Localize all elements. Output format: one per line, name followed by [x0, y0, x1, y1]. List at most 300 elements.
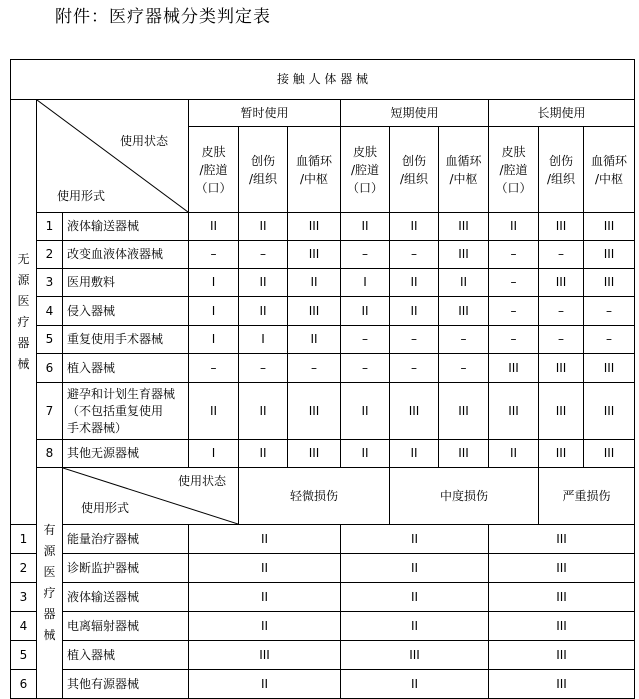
classification-table — [10, 59, 635, 699]
class-value: II — [259, 403, 267, 418]
row-number — [37, 440, 63, 468]
row-number — [37, 269, 63, 297]
table-row — [11, 354, 635, 383]
class-value: III — [555, 403, 567, 418]
class-cell — [239, 269, 288, 297]
sub-header-line: 皮肤 — [201, 144, 226, 159]
class-value: II — [509, 446, 518, 460]
sub-header-line: 血循环 — [445, 153, 482, 168]
table-row — [11, 440, 635, 468]
class-cell — [489, 326, 539, 354]
class-value: – — [210, 247, 217, 261]
injury-level-label: 中度损伤 — [439, 488, 488, 503]
sub-header-line: /腔道 — [499, 162, 528, 177]
top-header-text: 接 触 人 体 器 械 — [276, 72, 369, 86]
row-name-text: 植入器械 — [67, 647, 116, 662]
row-name-line: 植入器械 — [67, 360, 116, 375]
class-value: III — [458, 303, 469, 318]
row-number-text: 5 — [45, 332, 54, 346]
class-cell — [439, 241, 489, 269]
class-cell — [341, 297, 390, 326]
row-number — [11, 583, 37, 612]
sub-header-line: 创伤 — [401, 153, 426, 168]
class-cell — [341, 641, 489, 670]
class-value: II — [410, 560, 419, 575]
class-cell — [489, 440, 539, 468]
class-cell — [584, 297, 635, 326]
class-cell — [288, 440, 341, 468]
class-value: I — [211, 332, 216, 346]
class-value: – — [510, 303, 517, 318]
class-value: II — [410, 676, 419, 691]
active-group-label — [37, 468, 63, 699]
group-char: 疗 — [17, 315, 30, 329]
class-cell — [341, 354, 390, 383]
class-value: III — [308, 303, 320, 318]
class-value: III — [556, 560, 567, 575]
class-value: – — [510, 332, 517, 346]
class-cell — [489, 241, 539, 269]
group-char: 无 — [17, 252, 30, 266]
device-name — [63, 213, 189, 241]
injury-level-header — [390, 468, 539, 525]
class-value: III — [508, 403, 519, 418]
class-cell — [288, 213, 341, 241]
class-cell — [489, 383, 539, 440]
contact-site-header — [539, 127, 584, 213]
class-value: III — [409, 647, 420, 662]
class-value: II — [361, 403, 369, 418]
class-value: – — [460, 332, 467, 346]
class-value: III — [603, 219, 615, 233]
class-value: III — [458, 247, 469, 261]
class-value: – — [558, 303, 564, 318]
class-value: III — [603, 360, 615, 375]
class-value: – — [260, 360, 266, 375]
class-value: III — [603, 446, 615, 460]
group-char: 疗 — [43, 586, 56, 600]
table-row — [11, 241, 635, 269]
row-number-text: 6 — [19, 676, 28, 691]
class-value: II — [259, 446, 267, 460]
class-cell — [489, 213, 539, 241]
row-name-line: 改变血液体液器械 — [67, 247, 164, 261]
contact-site-header — [189, 127, 239, 213]
class-cell — [341, 554, 489, 583]
group-char: 器 — [17, 336, 30, 350]
class-cell — [341, 241, 390, 269]
sub-header-line: （口） — [195, 180, 232, 195]
duration-group-label: 短期使用 — [390, 105, 439, 120]
passive-group-label — [11, 100, 37, 525]
class-cell — [239, 354, 288, 383]
class-value: II — [410, 531, 419, 546]
row-number-text: 1 — [45, 219, 54, 233]
row-number — [37, 213, 63, 241]
row-number-text: 1 — [19, 531, 28, 546]
sub-header-line: /组织 — [399, 171, 429, 186]
row-name-text: 能量治疗器械 — [67, 531, 140, 546]
class-cell — [489, 612, 635, 641]
row-name-line: 侵入器械 — [67, 303, 116, 318]
class-cell — [189, 525, 341, 554]
table-row — [11, 297, 635, 326]
top-header — [11, 60, 635, 100]
group-char: 源 — [43, 544, 56, 558]
contact-site-header — [390, 127, 439, 213]
class-cell — [489, 583, 635, 612]
class-value: II — [459, 275, 468, 289]
sub-header-line: 血循环 — [590, 153, 627, 168]
row-name-line: 液体输送器械 — [67, 219, 140, 233]
class-value: III — [556, 531, 567, 546]
row-number — [37, 354, 63, 383]
device-name — [63, 297, 189, 326]
contact-site-header — [489, 127, 539, 213]
class-cell — [341, 612, 489, 641]
sub-header-line: /中枢 — [299, 171, 329, 186]
class-value: II — [410, 618, 419, 633]
class-cell — [390, 241, 439, 269]
row-number-text: 3 — [45, 275, 54, 289]
row-name-text: 液体输送器械 — [67, 589, 140, 604]
sub-header-line: /组织 — [546, 171, 576, 186]
class-value: II — [260, 560, 269, 575]
class-cell — [489, 641, 635, 670]
class-value: II — [410, 303, 418, 318]
class-value: II — [410, 275, 418, 289]
class-cell — [341, 383, 390, 440]
class-value: – — [362, 360, 368, 375]
device-name — [63, 525, 189, 554]
row-number-text: 4 — [19, 618, 28, 633]
class-cell — [539, 383, 584, 440]
table-row — [11, 612, 635, 641]
device-name — [63, 269, 189, 297]
class-cell — [288, 354, 341, 383]
class-value: – — [606, 303, 612, 318]
sub-header-line: 血循环 — [295, 153, 332, 168]
class-cell — [239, 326, 288, 354]
row-number — [37, 297, 63, 326]
class-cell — [539, 269, 584, 297]
device-name — [63, 641, 189, 670]
class-value: II — [260, 589, 269, 604]
class-value: – — [210, 360, 217, 375]
group-char: 源 — [17, 273, 30, 287]
row-number-text: 6 — [45, 360, 54, 375]
sub-header-line: /中枢 — [449, 171, 478, 186]
class-cell — [189, 241, 239, 269]
class-cell — [539, 440, 584, 468]
class-cell — [189, 670, 341, 699]
class-cell — [341, 213, 390, 241]
row-number — [37, 326, 63, 354]
group-char: 械 — [43, 628, 56, 642]
class-value: III — [458, 219, 469, 233]
class-cell — [489, 297, 539, 326]
group-char: 器 — [43, 607, 56, 621]
diag-lower-label: 使用形式 — [81, 501, 130, 515]
row-name-line: 避孕和计划生育器械 — [67, 386, 176, 401]
class-value: I — [211, 303, 216, 318]
class-value: II — [410, 219, 418, 233]
class-value: III — [555, 446, 567, 460]
class-value: III — [555, 219, 567, 233]
class-cell — [341, 269, 390, 297]
class-cell — [539, 297, 584, 326]
class-cell — [288, 241, 341, 269]
class-cell — [341, 525, 489, 554]
class-value: – — [606, 332, 612, 346]
class-cell — [341, 440, 390, 468]
device-name — [63, 326, 189, 354]
row-number-text: 7 — [45, 403, 54, 418]
class-value: – — [411, 360, 417, 375]
contact-site-header — [341, 127, 390, 213]
class-value: III — [508, 360, 519, 375]
class-value: – — [510, 247, 517, 261]
row-number — [11, 554, 37, 583]
class-cell — [288, 297, 341, 326]
class-cell — [539, 241, 584, 269]
group-char: 有 — [43, 523, 56, 537]
table-row — [11, 554, 635, 583]
class-cell — [390, 269, 439, 297]
sub-header-line: /腔道 — [350, 162, 380, 177]
row-number-text: 8 — [45, 446, 54, 460]
table-row — [11, 641, 635, 670]
injury-level-header — [239, 468, 390, 525]
class-cell — [439, 383, 489, 440]
device-name — [63, 554, 189, 583]
row-number-text: 4 — [45, 303, 54, 318]
class-cell — [390, 297, 439, 326]
duration-group-header — [189, 100, 341, 127]
row-number — [37, 241, 63, 269]
class-value: III — [556, 676, 567, 691]
class-cell — [439, 440, 489, 468]
class-cell — [239, 241, 288, 269]
class-cell — [390, 326, 439, 354]
class-value: – — [510, 275, 517, 289]
diagonal-header-active — [63, 468, 239, 525]
class-cell — [489, 354, 539, 383]
sub-header-line: /腔道 — [199, 162, 228, 177]
class-value: II — [260, 618, 269, 633]
class-cell — [189, 354, 239, 383]
sub-header-line: （口） — [346, 180, 383, 195]
class-cell — [489, 670, 635, 699]
class-cell — [288, 326, 341, 354]
duration-group-label: 长期使用 — [537, 105, 586, 120]
class-cell — [189, 269, 239, 297]
class-value: III — [308, 403, 320, 418]
duration-group-header — [489, 100, 635, 127]
class-value: I — [211, 275, 216, 289]
class-value: II — [209, 403, 218, 418]
row-name-text: 其他有源器械 — [67, 676, 140, 691]
class-value: III — [308, 446, 320, 460]
class-cell — [539, 326, 584, 354]
diag-lower-label: 使用形式 — [57, 189, 106, 203]
row-number-text: 2 — [19, 560, 28, 575]
class-value: III — [603, 247, 615, 261]
class-cell — [439, 213, 489, 241]
class-cell — [584, 269, 635, 297]
class-cell — [341, 670, 489, 699]
class-value: II — [361, 219, 369, 233]
row-name-text: 电离辐射器械 — [67, 618, 140, 633]
row-name-line: 医用敷料 — [67, 275, 116, 289]
class-value: III — [458, 446, 469, 460]
row-number — [11, 670, 37, 699]
row-name-text: 诊断监护器械 — [67, 560, 140, 575]
class-value: – — [362, 332, 368, 346]
class-cell — [390, 440, 439, 468]
class-value: III — [555, 360, 567, 375]
class-value: III — [556, 647, 567, 662]
duration-group-header — [341, 100, 489, 127]
class-cell — [439, 269, 489, 297]
class-cell — [189, 297, 239, 326]
class-cell — [539, 354, 584, 383]
injury-level-header — [539, 468, 635, 525]
class-value: – — [411, 332, 417, 346]
sub-header-line: 皮肤 — [501, 144, 526, 159]
class-value: II — [259, 275, 267, 289]
class-value: II — [361, 446, 369, 460]
duration-group-label: 暂时使用 — [240, 105, 289, 120]
class-value: III — [556, 618, 567, 633]
group-char: 械 — [17, 357, 30, 371]
class-value: III — [259, 647, 270, 662]
class-cell — [390, 213, 439, 241]
class-cell — [288, 383, 341, 440]
class-value: II — [260, 676, 269, 691]
class-cell — [584, 213, 635, 241]
class-value: – — [558, 247, 564, 261]
class-value: II — [260, 531, 269, 546]
device-name — [63, 670, 189, 699]
class-cell — [390, 354, 439, 383]
class-value: I — [363, 275, 367, 289]
table-row — [11, 269, 635, 297]
class-value: – — [558, 332, 564, 346]
class-value: I — [261, 332, 265, 346]
table-row — [11, 326, 635, 354]
page-title: 附件：医疗器械分类判定表 — [55, 7, 271, 27]
class-cell — [189, 326, 239, 354]
row-number — [11, 525, 37, 554]
diag-upper-label: 使用状态 — [119, 134, 168, 148]
row-number — [11, 641, 37, 670]
class-cell — [239, 440, 288, 468]
class-value: II — [310, 332, 318, 346]
class-value: II — [410, 446, 418, 460]
class-value: – — [311, 360, 317, 375]
class-cell — [239, 213, 288, 241]
class-value: – — [260, 247, 266, 261]
diagonal-header — [37, 100, 189, 213]
class-cell — [489, 525, 635, 554]
class-value: – — [362, 247, 368, 261]
class-cell — [189, 213, 239, 241]
class-value: III — [603, 403, 615, 418]
row-name-line: 重复使用手术器械 — [67, 332, 164, 346]
table-row — [11, 213, 635, 241]
sub-header-line: /组织 — [248, 171, 278, 186]
class-value: II — [259, 219, 267, 233]
class-cell — [189, 440, 239, 468]
injury-level-label: 轻微损伤 — [289, 488, 338, 503]
device-name — [63, 440, 189, 468]
table-row — [11, 583, 635, 612]
class-cell — [439, 354, 489, 383]
class-value: II — [509, 219, 518, 233]
table-row — [11, 383, 635, 440]
device-name — [63, 354, 189, 383]
class-cell — [341, 326, 390, 354]
class-cell — [584, 440, 635, 468]
class-value: I — [211, 446, 216, 460]
class-value: III — [308, 247, 320, 261]
class-cell — [189, 554, 341, 583]
class-value: III — [458, 403, 469, 418]
sub-header-line: 皮肤 — [352, 144, 377, 159]
sub-header-line: 创伤 — [548, 153, 573, 168]
row-number-text: 3 — [19, 589, 28, 604]
class-value: II — [361, 303, 369, 318]
class-cell — [189, 612, 341, 641]
class-value: III — [408, 403, 420, 418]
row-number — [37, 383, 63, 440]
class-value: – — [411, 247, 417, 261]
sub-header-line: /中枢 — [594, 171, 624, 186]
class-cell — [239, 383, 288, 440]
row-name-line: （不包括重复使用 — [67, 403, 164, 418]
class-cell — [189, 383, 239, 440]
contact-site-header — [439, 127, 489, 213]
table-row — [11, 670, 635, 699]
class-value: II — [209, 219, 218, 233]
group-char: 医 — [17, 294, 30, 308]
row-number-text: 2 — [45, 247, 54, 261]
class-cell — [390, 383, 439, 440]
class-cell — [439, 326, 489, 354]
class-cell — [189, 641, 341, 670]
class-cell — [239, 297, 288, 326]
class-cell — [489, 269, 539, 297]
contact-site-header — [584, 127, 635, 213]
class-cell — [439, 297, 489, 326]
class-cell — [584, 326, 635, 354]
class-cell — [341, 583, 489, 612]
class-value: III — [556, 589, 567, 604]
class-value: III — [308, 219, 320, 233]
class-cell — [189, 583, 341, 612]
class-cell — [539, 213, 584, 241]
class-value: II — [410, 589, 419, 604]
row-name-line: 手术器械） — [67, 420, 128, 435]
class-cell — [288, 269, 341, 297]
diag-upper-label: 使用状态 — [177, 474, 226, 488]
class-value: – — [460, 360, 467, 375]
device-name — [63, 383, 189, 440]
class-value: III — [603, 275, 615, 289]
class-cell — [489, 554, 635, 583]
class-cell — [584, 354, 635, 383]
